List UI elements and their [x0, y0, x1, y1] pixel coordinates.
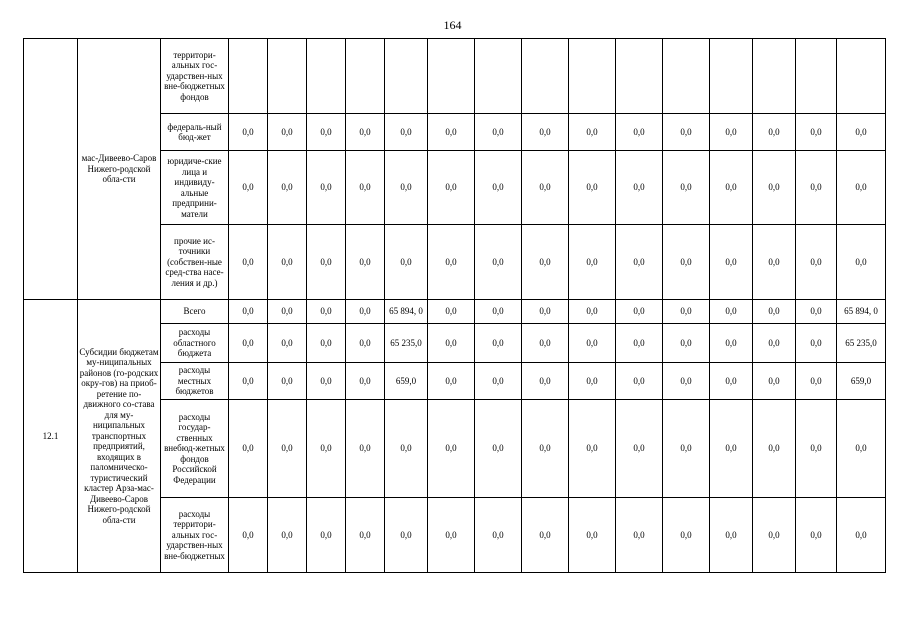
value-cell: 0,0: [522, 114, 569, 151]
value-cell: 0,0: [307, 225, 346, 300]
value-cell: 0,0: [346, 400, 385, 498]
value-cell: 0,0: [346, 114, 385, 151]
value-cell: [569, 39, 616, 114]
value-cell: 0,0: [475, 151, 522, 225]
value-cell: 0,0: [753, 114, 796, 151]
value-cell: 0,0: [346, 498, 385, 573]
value-cell: 0,0: [307, 400, 346, 498]
funding-source-cell: расходы местных бюджетов: [161, 363, 229, 400]
value-cell: 0,0: [616, 151, 663, 225]
value-cell: 0,0: [475, 324, 522, 363]
value-cell: 0,0: [229, 400, 268, 498]
value-cell: 0,0: [796, 225, 837, 300]
value-cell: 0,0: [475, 400, 522, 498]
value-cell: 0,0: [307, 363, 346, 400]
value-cell: 0,0: [753, 225, 796, 300]
value-cell: 0,0: [569, 363, 616, 400]
value-cell: 0,0: [475, 114, 522, 151]
funding-source-cell: юридиче-ские лица и индивиду-альные предприни-матели: [161, 151, 229, 225]
value-cell: [307, 39, 346, 114]
value-cell: 0,0: [522, 400, 569, 498]
value-cell: 0,0: [837, 114, 886, 151]
value-cell: 0,0: [522, 300, 569, 324]
program-name-cell: мас-Дивеево-Саров Нижего-родской обла-сти: [78, 39, 161, 300]
value-cell: 0,0: [663, 498, 710, 573]
funding-source-cell: территори-альных гос-ударствен-ных вне-бюджетных фондов: [161, 39, 229, 114]
value-cell: 0,0: [522, 498, 569, 573]
value-cell: 0,0: [796, 300, 837, 324]
value-cell: 0,0: [753, 300, 796, 324]
value-cell: 0,0: [796, 324, 837, 363]
value-cell: 0,0: [753, 400, 796, 498]
value-cell: 0,0: [616, 324, 663, 363]
funding-source-cell: прочие ис-точники (собствен-ные сред-ства насе-ления и др.): [161, 225, 229, 300]
value-cell: 0,0: [522, 324, 569, 363]
value-cell: [616, 39, 663, 114]
value-cell: 0,0: [475, 363, 522, 400]
value-cell: 65 235,0: [385, 324, 428, 363]
value-cell: 0,0: [796, 114, 837, 151]
value-cell: [710, 39, 753, 114]
value-cell: [663, 39, 710, 114]
value-cell: 0,0: [837, 225, 886, 300]
value-cell: [229, 39, 268, 114]
value-cell: [428, 39, 475, 114]
value-cell: 0,0: [796, 498, 837, 573]
value-cell: 0,0: [710, 400, 753, 498]
value-cell: 0,0: [475, 225, 522, 300]
value-cell: 0,0: [710, 324, 753, 363]
value-cell: 0,0: [710, 151, 753, 225]
value-cell: 0,0: [385, 151, 428, 225]
value-cell: 0,0: [428, 498, 475, 573]
value-cell: 0,0: [753, 324, 796, 363]
value-cell: 0,0: [569, 114, 616, 151]
value-cell: [475, 39, 522, 114]
table-row: [24, 300, 886, 324]
value-cell: 0,0: [710, 363, 753, 400]
value-cell: 65 894, 0: [837, 300, 886, 324]
value-cell: 0,0: [710, 498, 753, 573]
value-cell: 0,0: [268, 400, 307, 498]
value-cell: 65 235,0: [837, 324, 886, 363]
value-cell: 0,0: [569, 324, 616, 363]
value-cell: 0,0: [710, 300, 753, 324]
value-cell: 0,0: [307, 114, 346, 151]
value-cell: 0,0: [663, 363, 710, 400]
value-cell: [796, 39, 837, 114]
value-cell: 0,0: [753, 498, 796, 573]
budget-table: [23, 38, 886, 573]
value-cell: 0,0: [837, 498, 886, 573]
value-cell: 0,0: [522, 151, 569, 225]
value-cell: 0,0: [569, 400, 616, 498]
value-cell: 0,0: [428, 363, 475, 400]
value-cell: 0,0: [229, 363, 268, 400]
value-cell: 0,0: [307, 324, 346, 363]
value-cell: 0,0: [616, 300, 663, 324]
value-cell: 65 894, 0: [385, 300, 428, 324]
value-cell: [268, 39, 307, 114]
value-cell: 0,0: [346, 300, 385, 324]
value-cell: 0,0: [663, 151, 710, 225]
value-cell: 0,0: [428, 324, 475, 363]
value-cell: 0,0: [522, 363, 569, 400]
value-cell: 0,0: [663, 225, 710, 300]
value-cell: 659,0: [837, 363, 886, 400]
program-name-cell: Субсидии бюджетам му-ниципальных районов (го-родских окру-гов) на приоб-ретение по-движного со-става для му-ниципальных транспортных предприятий, входящих в паломническо-туристический кластер Арза-мас-Дивеево-Саров Нижего-родской обла-сти: [78, 300, 161, 573]
value-cell: 0,0: [346, 324, 385, 363]
value-cell: 0,0: [268, 225, 307, 300]
value-cell: 0,0: [428, 225, 475, 300]
funding-source-cell: расходы территори-альных гос-ударствен-ных вне-бюджетных: [161, 498, 229, 573]
value-cell: [753, 39, 796, 114]
value-cell: 0,0: [753, 363, 796, 400]
value-cell: 0,0: [346, 151, 385, 225]
value-cell: 0,0: [307, 151, 346, 225]
value-cell: 0,0: [268, 498, 307, 573]
value-cell: [385, 39, 428, 114]
value-cell: 0,0: [569, 151, 616, 225]
funding-source-cell: федераль-ный бюд-жет: [161, 114, 229, 151]
funding-source-cell: расходы областного бюджета: [161, 324, 229, 363]
value-cell: 0,0: [616, 498, 663, 573]
value-cell: 0,0: [522, 225, 569, 300]
value-cell: 0,0: [385, 498, 428, 573]
value-cell: 0,0: [616, 114, 663, 151]
value-cell: 0,0: [475, 498, 522, 573]
value-cell: 0,0: [475, 300, 522, 324]
value-cell: 0,0: [663, 324, 710, 363]
value-cell: 0,0: [229, 324, 268, 363]
value-cell: 0,0: [663, 114, 710, 151]
value-cell: 0,0: [710, 225, 753, 300]
page-number: 164: [443, 18, 462, 32]
value-cell: 0,0: [268, 324, 307, 363]
value-cell: 0,0: [428, 400, 475, 498]
value-cell: 0,0: [229, 151, 268, 225]
value-cell: 0,0: [229, 300, 268, 324]
value-cell: 0,0: [569, 225, 616, 300]
value-cell: [346, 39, 385, 114]
value-cell: 0,0: [428, 151, 475, 225]
value-cell: 0,0: [663, 300, 710, 324]
funding-source-cell: расходы государ-ственных внебюд-жетных фондов Российской Федерации: [161, 400, 229, 498]
table-row: [24, 39, 886, 114]
value-cell: 0,0: [268, 300, 307, 324]
value-cell: 0,0: [616, 400, 663, 498]
value-cell: 0,0: [229, 114, 268, 151]
value-cell: 0,0: [268, 363, 307, 400]
value-cell: 0,0: [753, 151, 796, 225]
value-cell: 0,0: [663, 400, 710, 498]
value-cell: 0,0: [428, 114, 475, 151]
value-cell: 0,0: [346, 363, 385, 400]
value-cell: 0,0: [796, 151, 837, 225]
value-cell: 0,0: [837, 400, 886, 498]
value-cell: 0,0: [385, 400, 428, 498]
value-cell: 0,0: [307, 300, 346, 324]
value-cell: 0,0: [796, 363, 837, 400]
value-cell: [522, 39, 569, 114]
value-cell: 0,0: [837, 151, 886, 225]
value-cell: 0,0: [796, 400, 837, 498]
value-cell: 0,0: [616, 225, 663, 300]
value-cell: 0,0: [569, 498, 616, 573]
value-cell: 659,0: [385, 363, 428, 400]
value-cell: 0,0: [385, 225, 428, 300]
value-cell: 0,0: [268, 114, 307, 151]
value-cell: 0,0: [268, 151, 307, 225]
value-cell: 0,0: [428, 300, 475, 324]
value-cell: 0,0: [710, 114, 753, 151]
value-cell: 0,0: [569, 300, 616, 324]
value-cell: 0,0: [616, 363, 663, 400]
value-cell: 0,0: [229, 225, 268, 300]
value-cell: 0,0: [229, 498, 268, 573]
row-number-cell: 12.1: [24, 300, 78, 573]
row-number-cell: [24, 39, 78, 300]
value-cell: [837, 39, 886, 114]
value-cell: 0,0: [385, 114, 428, 151]
funding-source-cell: Всего: [161, 300, 229, 324]
value-cell: 0,0: [307, 498, 346, 573]
value-cell: 0,0: [346, 225, 385, 300]
